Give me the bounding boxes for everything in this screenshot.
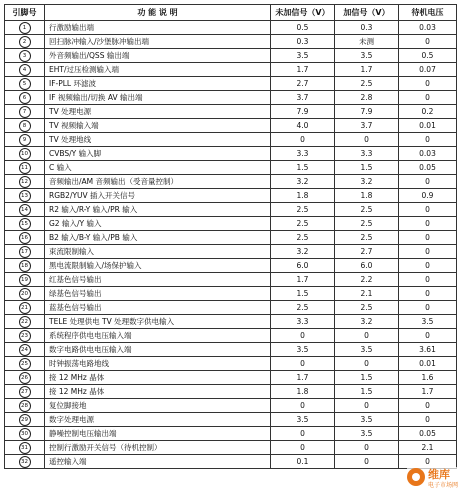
no-signal-voltage-cell: 2.5 — [271, 231, 335, 245]
with-signal-voltage-cell: 0 — [335, 329, 399, 343]
standby-voltage-cell: 0 — [399, 301, 457, 315]
function-cell: 数字处理电源 — [45, 413, 271, 427]
pin-number-cell — [5, 329, 45, 343]
pin-number: 28 — [19, 400, 31, 412]
pin-voltage-sheet — [4, 4, 456, 469]
standby-voltage-cell: 0 — [399, 413, 457, 427]
standby-voltage-cell: 0 — [399, 203, 457, 217]
with-signal-voltage-cell: 3.5 — [335, 49, 399, 63]
no-signal-voltage-cell: 6.0 — [271, 259, 335, 273]
pin-number-cell — [5, 357, 45, 371]
watermark-logo-icon — [407, 468, 425, 486]
with-signal-voltage-cell: 0 — [335, 133, 399, 147]
table-row — [5, 161, 457, 175]
standby-voltage-cell: 0 — [399, 231, 457, 245]
no-signal-voltage-cell: 1.5 — [271, 161, 335, 175]
no-signal-voltage-cell: 1.8 — [271, 189, 335, 203]
pin-number: 22 — [19, 316, 31, 328]
standby-voltage-cell: 0 — [399, 133, 457, 147]
no-signal-voltage-cell: 0.3 — [271, 35, 335, 49]
function-cell: 复位脚接地 — [45, 399, 271, 413]
with-signal-voltage-cell: 3.2 — [335, 175, 399, 189]
function-cell: G2 输入/Y 输入 — [45, 217, 271, 231]
header-row — [5, 5, 457, 21]
table-row — [5, 427, 457, 441]
with-signal-voltage-cell: 3.5 — [335, 343, 399, 357]
pin-number-cell — [5, 301, 45, 315]
no-signal-voltage-cell: 0 — [271, 399, 335, 413]
table-row — [5, 21, 457, 35]
pin-number-cell — [5, 231, 45, 245]
pin-number-cell — [5, 119, 45, 133]
pin-number-cell — [5, 203, 45, 217]
pin-number: 30 — [19, 428, 31, 440]
standby-voltage-cell: 1.7 — [399, 385, 457, 399]
no-signal-voltage-cell: 1.8 — [271, 385, 335, 399]
pin-number-cell — [5, 49, 45, 63]
no-signal-voltage-cell: 0 — [271, 329, 335, 343]
standby-voltage-cell: 2.1 — [399, 441, 457, 455]
table-row — [5, 203, 457, 217]
table-row — [5, 329, 457, 343]
function-cell: 数字电路供电电压输入端 — [45, 343, 271, 357]
pin-number: 9 — [19, 134, 31, 146]
with-signal-voltage-cell: 3.5 — [335, 427, 399, 441]
table-row — [5, 175, 457, 189]
table-row — [5, 217, 457, 231]
no-signal-voltage-cell: 1.5 — [271, 287, 335, 301]
pin-number: 17 — [19, 246, 31, 258]
pin-number-cell — [5, 21, 45, 35]
function-cell: 接 12 MHz 晶体 — [45, 371, 271, 385]
pin-number-cell — [5, 35, 45, 49]
function-cell: 静噪控制电压输出端 — [45, 427, 271, 441]
pin-number-cell — [5, 315, 45, 329]
pin-number: 10 — [19, 148, 31, 160]
table-row — [5, 385, 457, 399]
with-signal-voltage-cell: 1.7 — [335, 63, 399, 77]
no-signal-voltage-cell: 3.3 — [271, 147, 335, 161]
with-signal-voltage-cell: 1.5 — [335, 385, 399, 399]
pin-number: 23 — [19, 330, 31, 342]
table-row — [5, 413, 457, 427]
pin-number: 12 — [19, 176, 31, 188]
pin-number-cell — [5, 245, 45, 259]
no-signal-voltage-cell: 2.5 — [271, 217, 335, 231]
standby-voltage-cell: 0 — [399, 91, 457, 105]
table-row — [5, 301, 457, 315]
pin-number-cell — [5, 343, 45, 357]
pin-number: 27 — [19, 386, 31, 398]
standby-voltage-cell: 0 — [399, 259, 457, 273]
table-row — [5, 231, 457, 245]
standby-voltage-cell: 0 — [399, 245, 457, 259]
standby-voltage-cell: 0 — [399, 329, 457, 343]
with-signal-voltage-cell: 2.5 — [335, 203, 399, 217]
with-signal-voltage-cell: 3.7 — [335, 119, 399, 133]
with-signal-voltage-cell: 0.3 — [335, 21, 399, 35]
function-cell: C 输入 — [45, 161, 271, 175]
standby-voltage-cell: 0.2 — [399, 105, 457, 119]
watermark-brand: 维库 — [427, 467, 450, 481]
pin-number: 32 — [19, 456, 31, 468]
with-signal-voltage-cell: 1.8 — [335, 189, 399, 203]
standby-voltage-cell: 0.5 — [399, 49, 457, 63]
pin-number-cell — [5, 161, 45, 175]
table-row — [5, 259, 457, 273]
pin-number-cell — [5, 427, 45, 441]
pin-number-cell — [5, 133, 45, 147]
with-signal-voltage-cell: 2.5 — [335, 217, 399, 231]
with-signal-voltage-cell: 2.5 — [335, 77, 399, 91]
no-signal-voltage-cell: 3.2 — [271, 245, 335, 259]
pin-number-cell — [5, 77, 45, 91]
watermark — [407, 467, 458, 487]
pin-number: 1 — [19, 22, 31, 34]
standby-voltage-cell: 0 — [399, 273, 457, 287]
standby-voltage-cell: 0.01 — [399, 357, 457, 371]
table-row — [5, 147, 457, 161]
function-cell: RGB2/YUV 插入开关信号 — [45, 189, 271, 203]
pin-number: 11 — [19, 162, 31, 174]
standby-voltage-cell: 0 — [399, 35, 457, 49]
table-row — [5, 287, 457, 301]
pin-number-cell — [5, 399, 45, 413]
standby-voltage-cell: 0.9 — [399, 189, 457, 203]
with-signal-voltage-cell: 0 — [335, 455, 399, 469]
standby-voltage-cell: 0 — [399, 175, 457, 189]
function-cell: 回扫脉冲输入/沙堡脉冲输出端 — [45, 35, 271, 49]
function-cell: EHT/过压检测输入端 — [45, 63, 271, 77]
no-signal-voltage-cell: 7.9 — [271, 105, 335, 119]
table-row — [5, 273, 457, 287]
with-signal-voltage-cell: 3.5 — [335, 413, 399, 427]
function-cell: R2 输入/R-Y 输入/PR 输入 — [45, 203, 271, 217]
standby-voltage-cell: 3.5 — [399, 315, 457, 329]
function-cell: TELE 处理供电 TV 处理数字供电输入 — [45, 315, 271, 329]
standby-voltage-cell: 0 — [399, 399, 457, 413]
pin-number-cell — [5, 385, 45, 399]
table-row — [5, 245, 457, 259]
pin-voltage-table — [4, 4, 457, 469]
header-function: 功 能 说 明 — [45, 5, 271, 21]
pin-number: 24 — [19, 344, 31, 356]
pin-number: 2 — [19, 36, 31, 48]
pin-number-cell — [5, 91, 45, 105]
pin-number-cell — [5, 63, 45, 77]
no-signal-voltage-cell: 1.7 — [271, 63, 335, 77]
standby-voltage-cell: 0.05 — [399, 161, 457, 175]
pin-number: 4 — [19, 64, 31, 76]
pin-number: 6 — [19, 92, 31, 104]
no-signal-voltage-cell: 0 — [271, 357, 335, 371]
with-signal-voltage-cell: 7.9 — [335, 105, 399, 119]
table-row — [5, 49, 457, 63]
table-row — [5, 35, 457, 49]
standby-voltage-cell: 0.07 — [399, 63, 457, 77]
function-cell: 系统程序供电电压输入端 — [45, 329, 271, 343]
standby-voltage-cell: 0.05 — [399, 427, 457, 441]
no-signal-voltage-cell: 3.2 — [271, 175, 335, 189]
table-row — [5, 371, 457, 385]
pin-number-cell — [5, 259, 45, 273]
pin-number: 20 — [19, 288, 31, 300]
pin-number: 13 — [19, 190, 31, 202]
function-cell: TV 视频输入端 — [45, 119, 271, 133]
header-with-signal: 加信号（V） — [335, 5, 399, 21]
with-signal-voltage-cell: 0 — [335, 441, 399, 455]
standby-voltage-cell: 0 — [399, 287, 457, 301]
pin-number: 18 — [19, 260, 31, 272]
pin-number: 3 — [19, 50, 31, 62]
with-signal-voltage-cell: 3.2 — [335, 315, 399, 329]
with-signal-voltage-cell: 2.5 — [335, 231, 399, 245]
table-row — [5, 91, 457, 105]
with-signal-voltage-cell: 2.2 — [335, 273, 399, 287]
function-cell: TV 处理电源 — [45, 105, 271, 119]
no-signal-voltage-cell: 0 — [271, 441, 335, 455]
pin-number: 26 — [19, 372, 31, 384]
pin-number: 14 — [19, 204, 31, 216]
header-standby: 待机电压 — [399, 5, 457, 21]
no-signal-voltage-cell: 3.7 — [271, 91, 335, 105]
with-signal-voltage-cell: 2.8 — [335, 91, 399, 105]
no-signal-voltage-cell: 3.5 — [271, 413, 335, 427]
pin-number: 8 — [19, 120, 31, 132]
function-cell: IF 视频输出/切换 AV 输出端 — [45, 91, 271, 105]
with-signal-voltage-cell: 1.5 — [335, 371, 399, 385]
no-signal-voltage-cell: 3.5 — [271, 49, 335, 63]
no-signal-voltage-cell: 0.5 — [271, 21, 335, 35]
standby-voltage-cell: 0 — [399, 455, 457, 469]
function-cell: 蓝基色信号输出 — [45, 301, 271, 315]
pin-number-cell — [5, 147, 45, 161]
no-signal-voltage-cell: 2.5 — [271, 301, 335, 315]
table-row — [5, 315, 457, 329]
function-cell: IF-PLL 环滤波 — [45, 77, 271, 91]
watermark-sub: 电子市场网 — [427, 481, 458, 489]
table-row — [5, 189, 457, 203]
no-signal-voltage-cell: 2.7 — [271, 77, 335, 91]
pin-number-cell — [5, 217, 45, 231]
table-row — [5, 119, 457, 133]
pin-number-cell — [5, 455, 45, 469]
pin-number: 21 — [19, 302, 31, 314]
no-signal-voltage-cell: 3.3 — [271, 315, 335, 329]
function-cell: TV 处理地线 — [45, 133, 271, 147]
standby-voltage-cell: 0.01 — [399, 119, 457, 133]
function-cell: 遥控输入端 — [45, 455, 271, 469]
table-row — [5, 77, 457, 91]
table-row — [5, 63, 457, 77]
standby-voltage-cell: 0.03 — [399, 21, 457, 35]
table-body — [5, 21, 457, 469]
pin-number-cell — [5, 287, 45, 301]
with-signal-voltage-cell: 2.7 — [335, 245, 399, 259]
table-row — [5, 357, 457, 371]
with-signal-voltage-cell: 6.0 — [335, 259, 399, 273]
pin-number: 7 — [19, 106, 31, 118]
table-row — [5, 441, 457, 455]
pin-number-cell — [5, 441, 45, 455]
table-row — [5, 105, 457, 119]
standby-voltage-cell: 0 — [399, 77, 457, 91]
function-cell: 音频输出/AM 音频输出（受音量控制） — [45, 175, 271, 189]
table-row — [5, 133, 457, 147]
standby-voltage-cell: 0.03 — [399, 147, 457, 161]
no-signal-voltage-cell: 4.0 — [271, 119, 335, 133]
header-pin: 引脚号 — [5, 5, 45, 21]
pin-number-cell — [5, 175, 45, 189]
function-cell: 时钟振荡电路地线 — [45, 357, 271, 371]
table-row — [5, 399, 457, 413]
table-row — [5, 455, 457, 469]
table-row — [5, 343, 457, 357]
with-signal-voltage-cell: 3.3 — [335, 147, 399, 161]
pin-number: 5 — [19, 78, 31, 90]
standby-voltage-cell: 3.61 — [399, 343, 457, 357]
with-signal-voltage-cell: 未测 — [335, 35, 399, 49]
standby-voltage-cell: 0 — [399, 217, 457, 231]
pin-number-cell — [5, 273, 45, 287]
with-signal-voltage-cell: 0 — [335, 399, 399, 413]
function-cell: B2 输入/B-Y 输入/PB 输入 — [45, 231, 271, 245]
pin-number: 15 — [19, 218, 31, 230]
function-cell: CVBS/Y 输入脚 — [45, 147, 271, 161]
pin-number: 25 — [19, 358, 31, 370]
pin-number-cell — [5, 413, 45, 427]
function-cell: 绿基色信号输出 — [45, 287, 271, 301]
standby-voltage-cell: 1.6 — [399, 371, 457, 385]
pin-number: 29 — [19, 414, 31, 426]
function-cell: 行激励输出端 — [45, 21, 271, 35]
header-no-signal: 未加信号（V） — [271, 5, 335, 21]
with-signal-voltage-cell: 0 — [335, 357, 399, 371]
function-cell: 红基色信号输出 — [45, 273, 271, 287]
pin-number-cell — [5, 189, 45, 203]
with-signal-voltage-cell: 2.5 — [335, 301, 399, 315]
pin-number: 31 — [19, 442, 31, 454]
no-signal-voltage-cell: 3.5 — [271, 343, 335, 357]
no-signal-voltage-cell: 1.7 — [271, 371, 335, 385]
pin-number: 19 — [19, 274, 31, 286]
no-signal-voltage-cell: 2.5 — [271, 203, 335, 217]
with-signal-voltage-cell: 2.1 — [335, 287, 399, 301]
with-signal-voltage-cell: 1.5 — [335, 161, 399, 175]
no-signal-voltage-cell: 0 — [271, 133, 335, 147]
pin-number-cell — [5, 371, 45, 385]
no-signal-voltage-cell: 0.1 — [271, 455, 335, 469]
pin-number: 16 — [19, 232, 31, 244]
pin-number-cell — [5, 105, 45, 119]
function-cell: 控制行激励开关信号（待机控制） — [45, 441, 271, 455]
no-signal-voltage-cell: 0 — [271, 427, 335, 441]
function-cell: 接 12 MHz 晶体 — [45, 385, 271, 399]
function-cell: 外音频输出/QSS 输出端 — [45, 49, 271, 63]
function-cell: 黑电流限制输入/场保护输入 — [45, 259, 271, 273]
function-cell: 束流限制输入 — [45, 245, 271, 259]
no-signal-voltage-cell: 1.7 — [271, 273, 335, 287]
